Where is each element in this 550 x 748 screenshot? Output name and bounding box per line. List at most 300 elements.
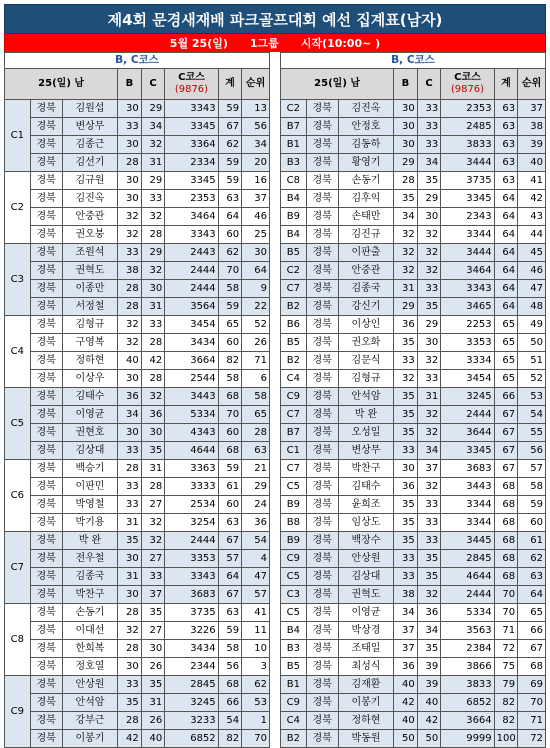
rank-cell: 34 [242, 136, 270, 154]
region-cell: 경북 [30, 532, 62, 550]
c-score-cell: 32 [417, 352, 441, 370]
region-cell: 경북 [30, 334, 62, 352]
c-course-code-cell: 6852 [441, 694, 494, 712]
total-cell: 59 [218, 172, 242, 190]
c-score-cell: 42 [141, 352, 165, 370]
b-score-cell: 30 [394, 100, 418, 118]
table-row [5, 586, 270, 604]
b-score-cell: 32 [118, 208, 142, 226]
rank-cell: 24 [242, 496, 270, 514]
b-score-cell: 33 [118, 442, 142, 460]
rank-cell: 16 [242, 172, 270, 190]
c-course-code-cell: 3444 [441, 244, 494, 262]
b-score-cell: 50 [394, 730, 418, 748]
b-score-cell: 32 [118, 316, 142, 334]
rank-cell: 71 [242, 352, 270, 370]
total-cell: 64 [494, 244, 518, 262]
total-cell: 63 [494, 100, 518, 118]
rank-cell: 20 [242, 154, 270, 172]
c-score-cell: 33 [417, 514, 441, 532]
course-label: B, C코스 [5, 53, 270, 69]
total-cell: 67 [218, 586, 242, 604]
b-score-cell: 32 [394, 244, 418, 262]
table-row [5, 244, 270, 262]
total-cell: 65 [494, 370, 518, 388]
c-course-code-cell: 3443 [165, 388, 218, 406]
b-score-cell: 30 [118, 550, 142, 568]
rank-cell: 13 [242, 100, 270, 118]
c-score-cell: 30 [141, 280, 165, 298]
c-score-cell: 31 [141, 154, 165, 172]
left-course-row [5, 53, 270, 69]
c-course-code-cell: 2845 [441, 550, 494, 568]
rank-cell: 1 [242, 712, 270, 730]
rank-cell: 41 [242, 604, 270, 622]
b-score-cell: 35 [394, 334, 418, 352]
region-cell: 경북 [30, 154, 62, 172]
c-score-cell: 35 [141, 604, 165, 622]
header-b: B [394, 69, 418, 100]
b-score-cell: 38 [118, 262, 142, 280]
region-cell: 경북 [306, 370, 338, 388]
c-score-cell: 26 [141, 658, 165, 676]
total-cell: 67 [494, 406, 518, 424]
c-course-code-cell: 3465 [441, 298, 494, 316]
total-cell: 70 [494, 586, 518, 604]
c-course-code-cell: 3226 [165, 622, 218, 640]
name-cell: 김종국 [338, 280, 394, 298]
b-score-cell: 30 [118, 100, 142, 118]
name-cell: 김진옥 [338, 100, 394, 118]
name-cell: 김종국 [62, 568, 118, 586]
group-cell: B5 [281, 244, 307, 262]
header-gender-text: 남 [74, 78, 85, 89]
name-cell: 이봉기 [338, 694, 394, 712]
group-cell: B3 [281, 154, 307, 172]
total-cell: 59 [218, 154, 242, 172]
c-course-code-cell: 3343 [165, 568, 218, 586]
total-cell: 63 [494, 136, 518, 154]
c-score-cell: 33 [141, 190, 165, 208]
c-score-cell: 31 [141, 460, 165, 478]
region-cell: 경북 [306, 208, 338, 226]
region-cell: 경북 [306, 640, 338, 658]
rank-cell: 67 [518, 640, 546, 658]
group-cell: C5 [281, 568, 307, 586]
group-cell: C3 [281, 586, 307, 604]
c-course-code-cell: 3334 [441, 352, 494, 370]
name-cell: 김원섭 [62, 100, 118, 118]
b-score-cell: 35 [394, 424, 418, 442]
rank-cell: 46 [518, 262, 546, 280]
b-score-cell: 35 [118, 532, 142, 550]
total-cell: 59 [218, 100, 242, 118]
table-row [5, 694, 270, 712]
name-cell: 박동원 [338, 730, 394, 748]
table-row [5, 442, 270, 460]
c-course-code-cell: 3364 [165, 136, 218, 154]
total-cell: 66 [218, 694, 242, 712]
region-cell: 경북 [306, 262, 338, 280]
c-score-cell: 32 [141, 514, 165, 532]
rank-cell: 49 [518, 316, 546, 334]
region-cell: 경북 [30, 478, 62, 496]
region-cell: 경북 [30, 406, 62, 424]
region-cell: 경북 [306, 154, 338, 172]
c-score-cell: 36 [417, 604, 441, 622]
name-cell: 이봉기 [62, 730, 118, 748]
table-row [5, 370, 270, 388]
c-course-code-cell: 3454 [441, 370, 494, 388]
rank-cell: 48 [518, 298, 546, 316]
region-cell: 경북 [30, 640, 62, 658]
c-score-cell: 30 [141, 640, 165, 658]
table-row [5, 118, 270, 136]
b-score-cell: 33 [394, 568, 418, 586]
table-row [5, 334, 270, 352]
c-score-cell: 35 [417, 640, 441, 658]
name-cell: 안상원 [338, 550, 394, 568]
total-cell: 68 [494, 496, 518, 514]
total-cell: 64 [494, 298, 518, 316]
page-title: 제4회 문경새재배 파크골프대회 예선 집계표(남자) [4, 4, 546, 34]
c-course-code-cell: 3664 [165, 352, 218, 370]
group-cell: C9 [281, 694, 307, 712]
region-cell: 경북 [30, 388, 62, 406]
total-cell: 100 [494, 730, 518, 748]
c-score-cell: 35 [417, 172, 441, 190]
total-cell: 62 [218, 136, 242, 154]
c-score-cell: 32 [417, 262, 441, 280]
rank-cell: 39 [518, 136, 546, 154]
total-cell: 62 [218, 244, 242, 262]
total-cell: 70 [218, 406, 242, 424]
c-score-cell: 32 [417, 406, 441, 424]
table-row [281, 604, 546, 622]
c-course-code-cell: 2253 [441, 316, 494, 334]
name-cell: 권혁도 [62, 262, 118, 280]
b-score-cell: 42 [394, 694, 418, 712]
table-row [5, 496, 270, 514]
total-cell: 67 [494, 424, 518, 442]
c-course-code-cell: 2444 [165, 532, 218, 550]
region-cell: 경북 [30, 100, 62, 118]
region-cell: 경북 [30, 208, 62, 226]
c-score-cell: 31 [417, 388, 441, 406]
c-course-code-cell: 6852 [165, 730, 218, 748]
table-row [5, 298, 270, 316]
header-rank: 순위 [242, 69, 270, 100]
rank-cell: 25 [242, 226, 270, 244]
total-cell: 82 [494, 694, 518, 712]
c-course-code-cell: 2334 [165, 154, 218, 172]
rank-cell: 70 [242, 730, 270, 748]
name-cell: 이상우 [62, 370, 118, 388]
region-cell: 경북 [306, 658, 338, 676]
group-cell: C4 [281, 712, 307, 730]
c-score-cell: 34 [141, 118, 165, 136]
total-cell: 63 [218, 604, 242, 622]
region-cell: 경북 [30, 658, 62, 676]
b-score-cell: 33 [118, 478, 142, 496]
region-cell: 경북 [30, 568, 62, 586]
b-score-cell: 35 [394, 532, 418, 550]
group-cell: C7 [281, 460, 307, 478]
group-cell: C2 [281, 100, 307, 118]
name-cell: 박 완 [62, 532, 118, 550]
rank-cell: 6 [242, 370, 270, 388]
c-course-code-cell: 3353 [441, 334, 494, 352]
name-cell: 김상대 [338, 568, 394, 586]
c-score-cell: 27 [141, 496, 165, 514]
c-course-code-cell: 2344 [165, 658, 218, 676]
b-score-cell: 32 [394, 370, 418, 388]
c-course-code-cell: 3344 [441, 226, 494, 244]
c-course-code-cell: 3735 [165, 604, 218, 622]
c-score-cell: 30 [417, 208, 441, 226]
table-row [281, 496, 546, 514]
course-label: B, C코스 [281, 53, 546, 69]
table-row [5, 154, 270, 172]
table-row [281, 406, 546, 424]
c-score-cell: 32 [141, 136, 165, 154]
group-cell: C4 [281, 370, 307, 388]
name-cell: 강신기 [338, 298, 394, 316]
header-total: 계 [494, 69, 518, 100]
name-cell: 백승기 [62, 460, 118, 478]
c-course-code-cell: 5334 [165, 406, 218, 424]
table-row [5, 208, 270, 226]
name-cell: 윤희조 [338, 496, 394, 514]
region-cell: 경북 [306, 280, 338, 298]
b-score-cell: 34 [394, 208, 418, 226]
group-cell: C2 [5, 172, 31, 244]
name-cell: 강부근 [62, 712, 118, 730]
total-cell: 79 [494, 676, 518, 694]
c-course-code-cell: 3563 [441, 622, 494, 640]
c-course-code-cell: 3464 [441, 262, 494, 280]
c-score-cell: 28 [141, 334, 165, 352]
rank-cell: 30 [242, 244, 270, 262]
b-score-cell: 31 [118, 514, 142, 532]
b-score-cell: 30 [394, 136, 418, 154]
region-cell: 경북 [30, 262, 62, 280]
table-row [281, 514, 546, 532]
b-score-cell: 28 [394, 172, 418, 190]
total-cell: 68 [494, 478, 518, 496]
c-course-code-cell: 3353 [165, 550, 218, 568]
c-course-code-cell: 3333 [165, 478, 218, 496]
total-cell: 68 [494, 514, 518, 532]
group-cell: C1 [5, 100, 31, 172]
name-cell: 전우철 [62, 550, 118, 568]
c-score-cell: 35 [141, 676, 165, 694]
c-course-code-cell: 3683 [165, 586, 218, 604]
name-cell: 이판민 [62, 478, 118, 496]
total-cell: 82 [218, 352, 242, 370]
rank-cell: 51 [518, 352, 546, 370]
header-day-text: 25(일) [314, 78, 347, 89]
c-score-cell: 33 [417, 496, 441, 514]
name-cell: 김종근 [62, 136, 118, 154]
total-cell: 60 [218, 496, 242, 514]
c-score-cell: 35 [141, 442, 165, 460]
region-cell: 경북 [306, 604, 338, 622]
total-cell: 82 [494, 712, 518, 730]
region-cell: 경북 [306, 694, 338, 712]
c-score-cell: 33 [417, 370, 441, 388]
region-cell: 경북 [30, 730, 62, 748]
b-score-cell: 28 [118, 712, 142, 730]
c-score-cell: 42 [417, 712, 441, 730]
header-c-course [165, 69, 218, 100]
group-cell: C7 [5, 532, 31, 604]
b-score-cell: 30 [118, 370, 142, 388]
region-cell: 경북 [30, 118, 62, 136]
total-cell: 64 [494, 226, 518, 244]
group-cell: C5 [5, 388, 31, 460]
c-score-cell: 30 [141, 424, 165, 442]
region-cell: 경북 [306, 100, 338, 118]
region-cell: 경북 [306, 424, 338, 442]
c-score-cell: 32 [141, 388, 165, 406]
table-row [5, 172, 270, 190]
group-cell: B3 [281, 640, 307, 658]
b-score-cell: 40 [394, 676, 418, 694]
table-row [281, 208, 546, 226]
rank-cell: 11 [242, 622, 270, 640]
rank-cell: 52 [518, 370, 546, 388]
total-cell: 70 [218, 262, 242, 280]
rank-cell: 58 [518, 478, 546, 496]
c-course-code-cell: 3245 [441, 388, 494, 406]
b-score-cell: 36 [118, 388, 142, 406]
group-cell: B6 [281, 316, 307, 334]
rank-cell: 54 [518, 406, 546, 424]
table-row [281, 280, 546, 298]
c-course-code-cell: 3344 [441, 496, 494, 514]
c-course-code-cell: 2444 [165, 262, 218, 280]
table-row [5, 190, 270, 208]
c-score-cell: 28 [141, 478, 165, 496]
group-cell: B9 [281, 496, 307, 514]
total-cell: 67 [218, 532, 242, 550]
region-cell: 경북 [30, 550, 62, 568]
name-cell: 이판출 [338, 244, 394, 262]
total-cell: 63 [218, 514, 242, 532]
total-cell: 68 [494, 532, 518, 550]
c-course-code-cell: 5334 [441, 604, 494, 622]
name-cell: 박찬구 [62, 586, 118, 604]
c-score-cell: 34 [417, 442, 441, 460]
c-score-cell: 33 [417, 532, 441, 550]
name-cell: 권오붕 [62, 226, 118, 244]
total-cell: 65 [494, 316, 518, 334]
rank-cell: 10 [242, 640, 270, 658]
name-cell: 박 완 [338, 406, 394, 424]
c-score-cell: 32 [417, 586, 441, 604]
region-cell: 경북 [30, 298, 62, 316]
right-header-row [281, 69, 546, 100]
c-course-code-cell: 3343 [165, 100, 218, 118]
group-cell: B4 [281, 622, 307, 640]
c-score-cell: 32 [417, 424, 441, 442]
rank-cell: 28 [242, 424, 270, 442]
total-cell: 66 [494, 388, 518, 406]
header-c-course-sub: (9876) [450, 84, 485, 95]
b-score-cell: 34 [118, 406, 142, 424]
b-score-cell: 35 [394, 496, 418, 514]
name-cell: 김동하 [338, 136, 394, 154]
c-course-code-cell: 2444 [441, 406, 494, 424]
group-cell: B1 [281, 676, 307, 694]
header-c-course-text: C코스 [178, 72, 205, 83]
b-score-cell: 35 [394, 388, 418, 406]
rank-cell: 56 [518, 442, 546, 460]
name-cell: 박기용 [62, 514, 118, 532]
c-score-cell: 31 [141, 694, 165, 712]
c-course-code-cell: 3345 [441, 190, 494, 208]
c-course-code-cell: 3564 [165, 298, 218, 316]
table-row [281, 334, 546, 352]
c-score-cell: 32 [141, 208, 165, 226]
table-row [5, 550, 270, 568]
total-cell: 58 [218, 640, 242, 658]
total-cell: 59 [218, 298, 242, 316]
name-cell: 김선기 [62, 154, 118, 172]
b-score-cell: 32 [394, 262, 418, 280]
table-row [5, 406, 270, 424]
c-course-code-cell: 4644 [441, 568, 494, 586]
region-cell: 경북 [306, 532, 338, 550]
c-course-code-cell: 3833 [441, 676, 494, 694]
total-cell: 68 [218, 676, 242, 694]
table-row [281, 460, 546, 478]
total-cell: 64 [494, 190, 518, 208]
header-c: C [417, 69, 441, 100]
name-cell: 최성식 [338, 658, 394, 676]
group-cell: C3 [5, 244, 31, 316]
rank-cell: 44 [518, 226, 546, 244]
total-cell: 61 [218, 478, 242, 496]
b-score-cell: 36 [394, 316, 418, 334]
total-cell: 64 [218, 208, 242, 226]
b-score-cell: 40 [118, 352, 142, 370]
c-score-cell: 40 [141, 730, 165, 748]
table-row [5, 604, 270, 622]
total-cell: 63 [494, 172, 518, 190]
c-course-code-cell: 2534 [165, 496, 218, 514]
b-score-cell: 29 [394, 154, 418, 172]
rank-cell: 54 [242, 532, 270, 550]
rank-cell: 55 [518, 424, 546, 442]
rank-cell: 29 [242, 478, 270, 496]
name-cell: 박찬구 [338, 460, 394, 478]
total-cell: 70 [494, 604, 518, 622]
table-row [5, 514, 270, 532]
rank-cell: 60 [518, 514, 546, 532]
rank-cell: 64 [518, 586, 546, 604]
table-row [281, 658, 546, 676]
b-score-cell: 33 [118, 244, 142, 262]
b-score-cell: 30 [118, 190, 142, 208]
name-cell: 김형규 [338, 370, 394, 388]
total-cell: 60 [218, 226, 242, 244]
name-cell: 서정철 [62, 298, 118, 316]
name-cell: 박상경 [338, 622, 394, 640]
name-cell: 김형규 [62, 316, 118, 334]
total-cell: 63 [218, 190, 242, 208]
